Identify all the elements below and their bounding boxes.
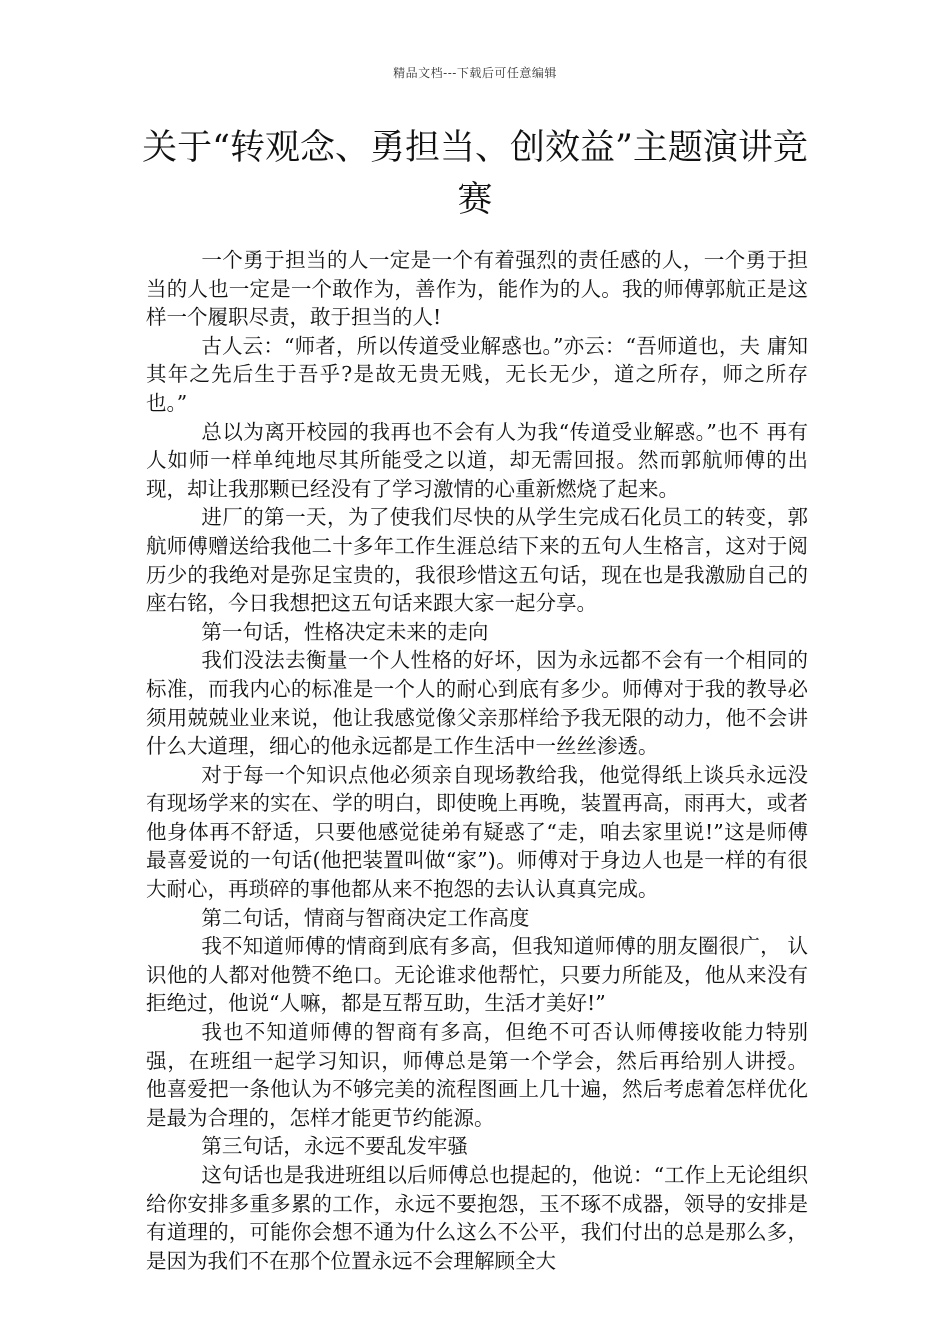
- paragraph: 对于每一个知识点他必须亲自现场教给我，他觉得纸上谈兵永远没有现场学来的实在、学的明白，即使晚上再晚，装置再高，雨再大，或者他身体再不舒适，只要他感觉徒弟有疑惑了“走，咱去家里说!”这是师傅最喜爱说的一句话(他把装置叫做“家”)。师傅对于身边人也是一样的有很大耐心，再琐碎的事他都从来不抱怨的去认认真真完成。: [146, 762, 808, 902]
- paragraph: 古人云：“师者，所以传道受业解惑也。”亦云：“吾师道也，夫 庸知其年之先后生于吾乎?是故无贵无贱，无长无少，道之所存，师之所存也。”: [146, 333, 808, 415]
- paragraph: 我们没法去衡量一个人性格的好坏，因为永远都不会有一个相同的标准，而我内心的标准是一个人的耐心到底有多少。师傅对于我的教导必须用兢兢业业来说，他让我感觉像父亲那样给予我无限的动力，他不会讲什么大道理，细心的他永远都是工作生活中一丝丝渗透。: [146, 648, 808, 759]
- paragraph: 我不知道师傅的情商到底有多高，但我知道师傅的朋友圈很广， 认识他的人都对他赞不绝口。无论谁求他帮忙，只要力所能及，他从来没有拒绝过，他说“人嘛，都是互帮互助，生活才美好!”: [146, 934, 808, 1016]
- document-body: [146, 246, 808, 1275]
- section-heading: 第三句话，永远不要乱发牢骚: [201, 1134, 468, 1159]
- section-heading: 第一句话，性格决定未来的走向: [201, 619, 489, 644]
- paragraph: 一个勇于担当的人一定是一个有着强烈的责任感的人，一个勇于担当的人也一定是一个敢作为，善作为，能作为的人。我的师傅郭航正是这样一个履职尽责，敢于担当的人!: [146, 248, 808, 330]
- section-heading: 第二句话，情商与智商决定工作高度: [201, 905, 530, 930]
- paragraph: 我也不知道师傅的智商有多高，但绝不可否认师傅接收能力特别强，在班组一起学习知识，师傅总是第一个学会，然后再给别人讲授。 他喜爱把一条他认为不够完美的流程图画上几十遍，然后考虑着怎样优化是最为合理的，怎样才能更节约能源。: [146, 1020, 808, 1130]
- paragraph: 进厂的第一天，为了使我们尽快的从学生完成石化员工的转变，郭航师傅赠送给我他二十多年工作生涯总结下来的五句人生格言，这对于阅历少的我绝对是弥足宝贵的，我很珍惜这五句话，现在也是我激励自己的座右铭，今日我想把这五句话来跟大家一起分享。: [146, 505, 808, 616]
- document-title: 关于“转观念、勇担当、创效益”主题演讲竞赛: [142, 128, 808, 220]
- paragraph: 这句话也是我进班组以后师傅总也提起的，他说：“工作上无论组织给你安排多重多累的工作，永远不要抱怨，玉不琢不成器，领导的安排是有道理的，可能你会想不通为什么这么不公平，我们付出的总是那么多，是因为我们不在那个位置永远不会理解顾全大: [146, 1163, 808, 1273]
- header-note: 精品文档---下载后可任意编辑: [393, 66, 557, 80]
- paragraph: 总以为离开校园的我再也不会有人为我“传道受业解惑。”也不 再有人如师一样单纯地尽其所能受之以道，却无需回报。然而郭航师傅的出现，却让我那颗已经没有了学习激情的心重新燃烧了起来。: [146, 419, 808, 501]
